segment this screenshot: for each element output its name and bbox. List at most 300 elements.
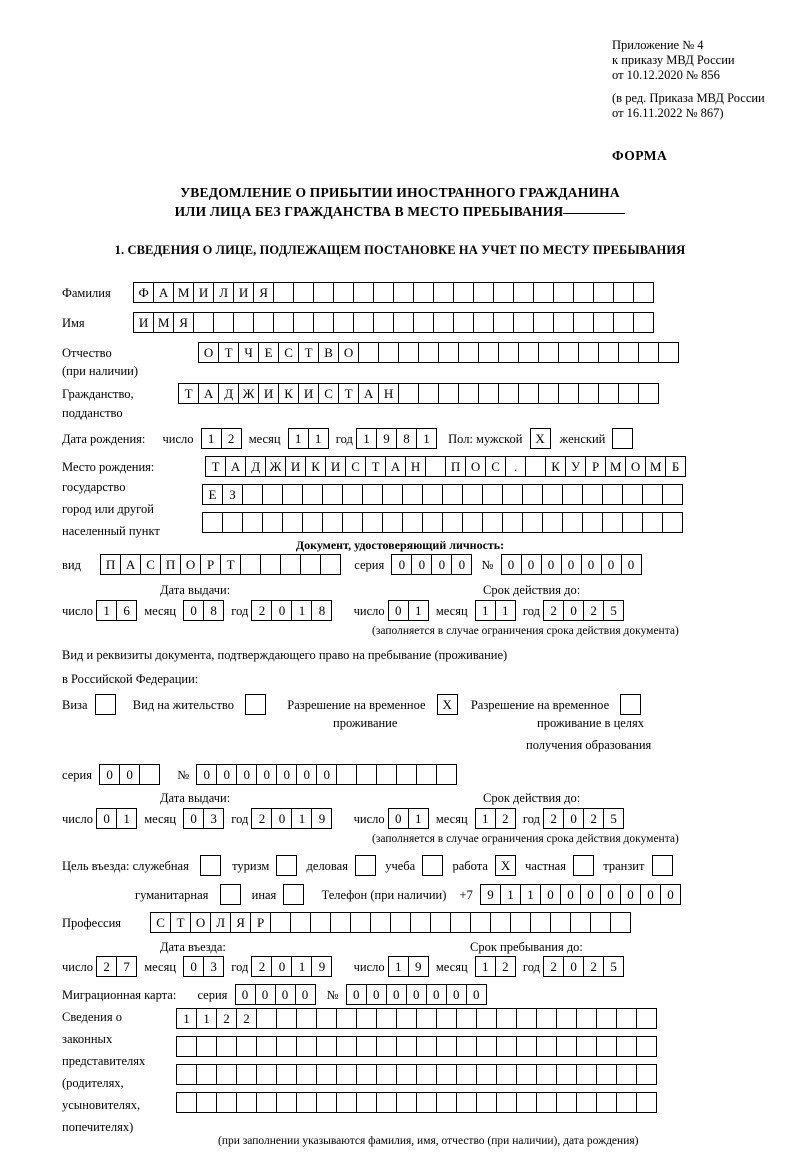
legal-input-row-3[interactable]	[176, 1064, 657, 1085]
cell[interactable]: 1	[96, 600, 117, 621]
cell[interactable]: 2	[495, 808, 516, 829]
cell[interactable]	[638, 383, 659, 404]
purpose-service-checkbox[interactable]	[200, 855, 221, 876]
cell[interactable]	[496, 1064, 517, 1085]
cell[interactable]: 1	[500, 884, 521, 905]
visa-checkbox[interactable]	[95, 694, 116, 715]
cell[interactable]	[280, 554, 301, 575]
cell[interactable]	[613, 282, 634, 303]
cell[interactable]	[316, 1036, 337, 1057]
cell[interactable]	[376, 1008, 397, 1029]
cell[interactable]	[316, 1064, 337, 1085]
cell[interactable]	[396, 1092, 417, 1113]
cell[interactable]	[342, 484, 363, 505]
cell[interactable]	[236, 1036, 257, 1057]
cell[interactable]: 0	[406, 984, 427, 1005]
cell[interactable]	[556, 1092, 577, 1113]
cell[interactable]: 0	[541, 554, 562, 575]
cell[interactable]	[418, 342, 439, 363]
cell[interactable]	[350, 912, 371, 933]
cell[interactable]	[216, 1092, 237, 1113]
cell[interactable]: 0	[271, 808, 292, 829]
permit-issue-day-input[interactable]	[96, 808, 137, 829]
legal-input-row-2[interactable]	[176, 1036, 657, 1057]
cell[interactable]: 0	[386, 984, 407, 1005]
cell[interactable]	[513, 282, 534, 303]
cell[interactable]	[322, 484, 343, 505]
cell[interactable]: 1	[495, 600, 516, 621]
cell[interactable]: А	[358, 383, 379, 404]
patronymic-input[interactable]	[198, 342, 679, 363]
cell[interactable]: Ж	[238, 383, 259, 404]
cell[interactable]: Т	[365, 456, 386, 477]
cell[interactable]: Н	[405, 456, 426, 477]
cell[interactable]: 1	[475, 956, 496, 977]
cell[interactable]	[516, 1036, 537, 1057]
cell[interactable]	[536, 1008, 557, 1029]
cell[interactable]	[462, 484, 483, 505]
cell[interactable]	[618, 383, 639, 404]
cell[interactable]	[196, 1036, 217, 1057]
cell[interactable]	[282, 512, 303, 533]
cell[interactable]: 0	[216, 764, 237, 785]
migration-number-input[interactable]	[346, 984, 487, 1005]
cell[interactable]: 2	[251, 600, 272, 621]
cell[interactable]: У	[565, 456, 586, 477]
cell[interactable]: И	[258, 383, 279, 404]
cell[interactable]	[616, 1064, 637, 1085]
cell[interactable]	[596, 1064, 617, 1085]
cell[interactable]	[213, 312, 234, 333]
cell[interactable]	[356, 1064, 377, 1085]
cell[interactable]	[313, 312, 334, 333]
cell[interactable]: 0	[563, 956, 584, 977]
cell[interactable]: П	[100, 554, 121, 575]
cell[interactable]: Т	[220, 554, 241, 575]
cell[interactable]: 2	[543, 600, 564, 621]
cell[interactable]: 0	[183, 600, 204, 621]
cell[interactable]: 7	[116, 956, 137, 977]
cell[interactable]	[618, 342, 639, 363]
cell[interactable]	[322, 512, 343, 533]
cell[interactable]	[373, 282, 394, 303]
cell[interactable]: О	[190, 912, 211, 933]
cell[interactable]	[276, 1092, 297, 1113]
temp-residence-checkbox[interactable]: X	[437, 694, 458, 715]
cell[interactable]	[296, 1092, 317, 1113]
cell[interactable]	[622, 484, 643, 505]
cell[interactable]: А	[225, 456, 246, 477]
cell[interactable]: 0	[563, 600, 584, 621]
cell[interactable]	[390, 912, 411, 933]
cell[interactable]: М	[605, 456, 626, 477]
cell[interactable]	[256, 1092, 277, 1113]
cell[interactable]	[536, 1092, 557, 1113]
cell[interactable]: 1	[388, 956, 409, 977]
cell[interactable]	[382, 484, 403, 505]
cell[interactable]: Я	[173, 312, 194, 333]
cell[interactable]: О	[625, 456, 646, 477]
cell[interactable]: 1	[475, 600, 496, 621]
cell[interactable]	[425, 456, 446, 477]
cell[interactable]: 0	[366, 984, 387, 1005]
cell[interactable]: Р	[250, 912, 271, 933]
cell[interactable]	[356, 1092, 377, 1113]
cell[interactable]: 2	[251, 808, 272, 829]
cell[interactable]	[333, 312, 354, 333]
cell[interactable]	[622, 512, 643, 533]
cell[interactable]: 9	[311, 808, 332, 829]
cell[interactable]: В	[318, 342, 339, 363]
cell[interactable]	[558, 342, 579, 363]
cell[interactable]	[316, 1008, 337, 1029]
permit-issue-year-input[interactable]	[251, 808, 332, 829]
cell[interactable]	[256, 1064, 277, 1085]
cell[interactable]: С	[278, 342, 299, 363]
cell[interactable]: 1	[408, 600, 429, 621]
cell[interactable]: 0	[388, 808, 409, 829]
cell[interactable]	[476, 1008, 497, 1029]
cell[interactable]	[596, 1008, 617, 1029]
cell[interactable]	[522, 512, 543, 533]
cell[interactable]	[473, 312, 494, 333]
cell[interactable]	[576, 1036, 597, 1057]
cell[interactable]	[336, 1008, 357, 1029]
cell[interactable]	[438, 383, 459, 404]
cell[interactable]	[293, 312, 314, 333]
doc-issue-month-input[interactable]	[183, 600, 224, 621]
cell[interactable]: 0	[346, 984, 367, 1005]
cell[interactable]	[300, 554, 321, 575]
sex-male-checkbox[interactable]: X	[530, 428, 551, 449]
cell[interactable]	[362, 512, 383, 533]
cell[interactable]: Т	[338, 383, 359, 404]
cell[interactable]	[573, 312, 594, 333]
entry-month-input[interactable]	[183, 956, 224, 977]
cell[interactable]: О	[338, 342, 359, 363]
cell[interactable]	[578, 342, 599, 363]
cell[interactable]: 0	[183, 808, 204, 829]
cell[interactable]	[610, 912, 631, 933]
cell[interactable]	[436, 1092, 457, 1113]
doc-valid-year-input[interactable]	[543, 600, 624, 621]
cell[interactable]: О	[180, 554, 201, 575]
cell[interactable]: 2	[96, 956, 117, 977]
cell[interactable]	[538, 383, 559, 404]
cell[interactable]: 0	[431, 554, 452, 575]
cell[interactable]: 1	[291, 956, 312, 977]
cell[interactable]	[642, 484, 663, 505]
cell[interactable]: 5	[603, 808, 624, 829]
cell[interactable]: С	[345, 456, 366, 477]
cell[interactable]	[436, 764, 457, 785]
cell[interactable]	[402, 484, 423, 505]
cell[interactable]: П	[160, 554, 181, 575]
cell[interactable]: 2	[236, 1008, 257, 1029]
cell[interactable]: 0	[235, 984, 256, 1005]
cell[interactable]: 1	[416, 428, 437, 449]
cell[interactable]	[253, 312, 274, 333]
cell[interactable]	[578, 383, 599, 404]
cell[interactable]: 0	[621, 554, 642, 575]
cell[interactable]	[570, 912, 591, 933]
cell[interactable]	[276, 1008, 297, 1029]
cell[interactable]: 0	[236, 764, 257, 785]
doc-issue-year-input[interactable]	[251, 600, 332, 621]
cell[interactable]	[662, 512, 683, 533]
cell[interactable]	[556, 1008, 577, 1029]
cell[interactable]	[416, 1036, 437, 1057]
cell[interactable]: 0	[99, 764, 120, 785]
cell[interactable]	[502, 512, 523, 533]
cell[interactable]: 1	[196, 1008, 217, 1029]
cell[interactable]	[562, 484, 583, 505]
cell[interactable]: 2	[583, 956, 604, 977]
surname-input[interactable]	[133, 282, 654, 303]
phone-input[interactable]	[480, 884, 681, 905]
birthplace-input-row-3[interactable]	[202, 512, 683, 533]
cell[interactable]	[590, 912, 611, 933]
cell[interactable]	[536, 1036, 557, 1057]
cell[interactable]	[530, 912, 551, 933]
cell[interactable]	[302, 512, 323, 533]
cell[interactable]	[376, 1064, 397, 1085]
doc-issue-day-input[interactable]	[96, 600, 137, 621]
cell[interactable]	[478, 342, 499, 363]
cell[interactable]	[353, 312, 374, 333]
cell[interactable]: Т	[218, 342, 239, 363]
cell[interactable]	[436, 1064, 457, 1085]
cell[interactable]	[262, 512, 283, 533]
cell[interactable]	[498, 383, 519, 404]
cell[interactable]	[393, 312, 414, 333]
cell[interactable]	[240, 554, 261, 575]
cell[interactable]	[518, 342, 539, 363]
cell[interactable]	[290, 912, 311, 933]
cell[interactable]	[433, 312, 454, 333]
cell[interactable]	[513, 312, 534, 333]
cell[interactable]: 5	[603, 600, 624, 621]
entry-year-input[interactable]	[251, 956, 332, 977]
cell[interactable]	[296, 1008, 317, 1029]
cell[interactable]: 0	[601, 554, 622, 575]
cell[interactable]	[478, 383, 499, 404]
cell[interactable]	[596, 1092, 617, 1113]
cell[interactable]: 3	[203, 956, 224, 977]
cell[interactable]	[362, 484, 383, 505]
cell[interactable]	[336, 764, 357, 785]
cell[interactable]: И	[298, 383, 319, 404]
cell[interactable]: 1	[176, 1008, 197, 1029]
cell[interactable]: 8	[311, 600, 332, 621]
cell[interactable]: 0	[580, 884, 601, 905]
purpose-tourism-checkbox[interactable]	[276, 855, 297, 876]
permit-valid-month-input[interactable]	[475, 808, 516, 829]
cell[interactable]: 0	[561, 554, 582, 575]
cell[interactable]: И	[193, 282, 214, 303]
stay-day-input[interactable]	[388, 956, 429, 977]
cell[interactable]: 1	[116, 808, 137, 829]
cell[interactable]: 0	[446, 984, 467, 1005]
cell[interactable]: С	[140, 554, 161, 575]
cell[interactable]	[396, 1008, 417, 1029]
cell[interactable]	[336, 1092, 357, 1113]
cell[interactable]: С	[150, 912, 171, 933]
cell[interactable]	[270, 912, 291, 933]
birth-day-input[interactable]	[201, 428, 242, 449]
legal-input-row-4[interactable]	[176, 1092, 657, 1113]
cell[interactable]	[558, 383, 579, 404]
cell[interactable]	[496, 1036, 517, 1057]
cell[interactable]: И	[233, 282, 254, 303]
cell[interactable]: Д	[218, 383, 239, 404]
cell[interactable]	[616, 1092, 637, 1113]
cell[interactable]	[450, 912, 471, 933]
cell[interactable]	[233, 312, 254, 333]
cell[interactable]	[398, 342, 419, 363]
purpose-transit-checkbox[interactable]	[652, 855, 673, 876]
residence-permit-checkbox[interactable]	[245, 694, 266, 715]
cell[interactable]	[636, 1036, 657, 1057]
cell[interactable]: Е	[202, 484, 223, 505]
cell[interactable]	[416, 764, 437, 785]
cell[interactable]	[542, 484, 563, 505]
cell[interactable]	[516, 1008, 537, 1029]
cell[interactable]	[316, 1092, 337, 1113]
cell[interactable]: Д	[245, 456, 266, 477]
cell[interactable]	[313, 282, 334, 303]
cell[interactable]	[262, 484, 283, 505]
cell[interactable]	[456, 1008, 477, 1029]
permit-number-input[interactable]	[196, 764, 457, 785]
cell[interactable]	[393, 282, 414, 303]
cell[interactable]	[482, 484, 503, 505]
cell[interactable]	[518, 383, 539, 404]
sex-female-checkbox[interactable]	[612, 428, 633, 449]
cell[interactable]	[296, 1064, 317, 1085]
cell[interactable]: 0	[560, 884, 581, 905]
cell[interactable]	[482, 512, 503, 533]
cell[interactable]	[353, 282, 374, 303]
cell[interactable]	[236, 1092, 257, 1113]
cell[interactable]: Т	[178, 383, 199, 404]
cell[interactable]	[356, 764, 377, 785]
cell[interactable]	[416, 1092, 437, 1113]
migration-series-input[interactable]	[235, 984, 316, 1005]
cell[interactable]	[576, 1008, 597, 1029]
cell[interactable]	[582, 512, 603, 533]
cell[interactable]	[342, 512, 363, 533]
cell[interactable]	[636, 1092, 657, 1113]
cell[interactable]	[498, 342, 519, 363]
cell[interactable]: С	[318, 383, 339, 404]
cell[interactable]	[433, 282, 454, 303]
cell[interactable]: Е	[258, 342, 279, 363]
cell[interactable]: П	[445, 456, 466, 477]
cell[interactable]	[293, 282, 314, 303]
birth-year-input[interactable]	[356, 428, 437, 449]
cell[interactable]	[613, 312, 634, 333]
cell[interactable]	[496, 1092, 517, 1113]
cell[interactable]: 0	[276, 764, 297, 785]
cell[interactable]	[602, 512, 623, 533]
cell[interactable]	[533, 282, 554, 303]
cell[interactable]	[582, 484, 603, 505]
cell[interactable]: 0	[451, 554, 472, 575]
cell[interactable]	[310, 912, 331, 933]
profession-input[interactable]	[150, 912, 631, 933]
cell[interactable]: Ч	[238, 342, 259, 363]
permit-valid-year-input[interactable]	[543, 808, 624, 829]
cell[interactable]	[456, 1064, 477, 1085]
cell[interactable]: 1	[408, 808, 429, 829]
cell[interactable]: 0	[119, 764, 140, 785]
cell[interactable]	[378, 342, 399, 363]
permit-issue-month-input[interactable]	[183, 808, 224, 829]
cell[interactable]	[436, 1008, 457, 1029]
cell[interactable]: 0	[620, 884, 641, 905]
cell[interactable]: И	[285, 456, 306, 477]
cell[interactable]	[493, 282, 514, 303]
entry-day-input[interactable]	[96, 956, 137, 977]
cell[interactable]	[418, 383, 439, 404]
cell[interactable]	[398, 383, 419, 404]
cell[interactable]: Б	[665, 456, 686, 477]
cell[interactable]	[476, 1036, 497, 1057]
cell[interactable]	[176, 1092, 197, 1113]
cell[interactable]: 1	[201, 428, 222, 449]
cell[interactable]	[596, 1036, 617, 1057]
cell[interactable]	[502, 484, 523, 505]
cell[interactable]	[273, 282, 294, 303]
cell[interactable]: К	[278, 383, 299, 404]
cell[interactable]	[282, 484, 303, 505]
cell[interactable]	[176, 1036, 197, 1057]
cell[interactable]: 0	[563, 808, 584, 829]
cell[interactable]	[402, 512, 423, 533]
cell[interactable]	[453, 312, 474, 333]
cell[interactable]	[616, 1008, 637, 1029]
cell[interactable]: 0	[271, 956, 292, 977]
doc-number-input[interactable]	[501, 554, 642, 575]
cell[interactable]	[413, 282, 434, 303]
cell[interactable]: Р	[200, 554, 221, 575]
cell[interactable]: А	[120, 554, 141, 575]
name-input[interactable]	[133, 312, 654, 333]
purpose-private-checkbox[interactable]	[573, 855, 594, 876]
cell[interactable]	[542, 512, 563, 533]
cell[interactable]	[193, 312, 214, 333]
cell[interactable]	[436, 1036, 457, 1057]
cell[interactable]	[462, 512, 483, 533]
cell[interactable]: 8	[396, 428, 417, 449]
cell[interactable]: М	[645, 456, 666, 477]
cell[interactable]: 0	[388, 600, 409, 621]
cell[interactable]	[396, 764, 417, 785]
cell[interactable]	[276, 1036, 297, 1057]
cell[interactable]: Т	[298, 342, 319, 363]
cell[interactable]: 0	[600, 884, 621, 905]
cell[interactable]: .	[505, 456, 526, 477]
cell[interactable]: Ф	[133, 282, 154, 303]
cell[interactable]	[633, 282, 654, 303]
cell[interactable]: 1	[475, 808, 496, 829]
cell[interactable]	[598, 342, 619, 363]
cell[interactable]: Т	[170, 912, 191, 933]
cell[interactable]: 1	[356, 428, 377, 449]
purpose-business-checkbox[interactable]	[355, 855, 376, 876]
cell[interactable]: К	[305, 456, 326, 477]
